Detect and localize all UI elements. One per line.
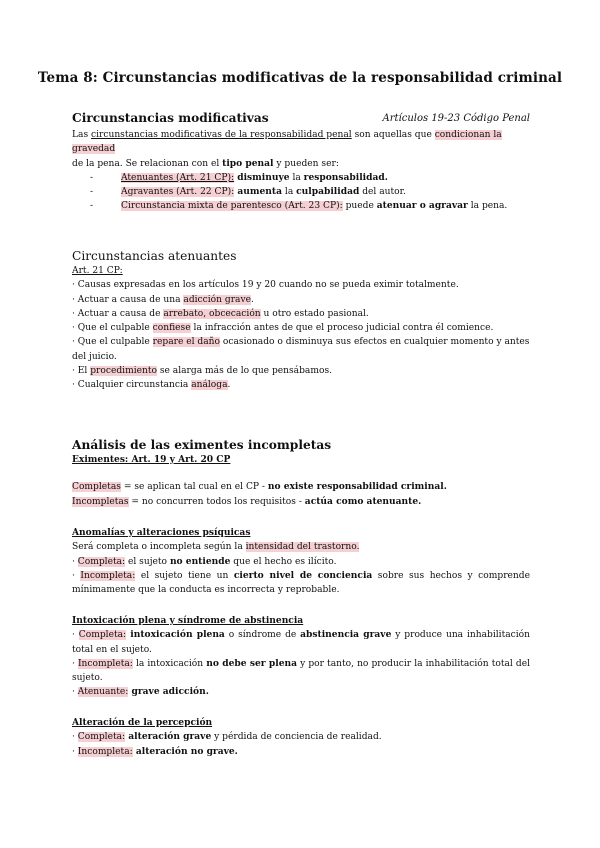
paragraph: Será completa o incompleta según la intensidad del trastorno.: [72, 542, 360, 553]
definition-line: Completas = se aplican tal cual en el CP - no existe responsabilidad criminal.: [72, 481, 447, 493]
list-item: - Atenuantes (Art. 21 CP): disminuye la responsabilidad.: [90, 171, 388, 183]
list-item: · Cualquier circunstancia análoga.: [72, 380, 231, 391]
section-anomalias: [72, 526, 530, 597]
section-percepcion: [72, 716, 530, 759]
section-intoxicacion: [72, 614, 530, 700]
list-item: · Completa: el sujeto no entiende que el hecho es ilícito.: [72, 555, 337, 567]
list-item: · Que el culpable confiese la infracción antes de que el proceso judicial contra él comience.: [72, 323, 494, 334]
subheading: Eximentes: Art. 19 y Art. 20 CP: [72, 454, 231, 465]
section-heading: Circunstancias atenuantes: [72, 249, 237, 263]
subheading: Anomalías y alteraciones psíquicas: [72, 527, 251, 538]
list-item: - Circunstancia mixta de parentesco (Art. 23 CP): puede atenuar o agravar la pena.: [90, 200, 508, 212]
list-item: - Agravantes (Art. 22 CP): aumenta la culpabilidad del autor.: [90, 186, 406, 198]
definition-line: Incompletas = no concurren todos los requisitos - actúa como atenuante.: [72, 495, 422, 507]
section-eximentes: [72, 438, 530, 509]
subheading: Intoxicación plena y síndrome de abstinencia: [72, 615, 304, 626]
section-heading: Análisis de las eximentes incompletas: [72, 438, 332, 452]
list-item: · Causas expresadas en los artículos 19 y 20 cuando no se pueda eximir totalmente.: [72, 280, 459, 291]
list-item: · El procedimiento se alarga más de lo que pensábamos.: [72, 366, 332, 377]
list-item: · Atenuante: grave adicción.: [72, 686, 209, 698]
subheading: Alteración de la percepción: [72, 717, 213, 728]
intro-paragraph: Las circunstancias modificativas de la responsabilidad penal son aquellas que condicionan la gravedad de la pena. Se relacionan con el tipo penal y pueden ser:: [72, 130, 502, 169]
page-title: Tema 8: Circunstancias modificativas de la responsabilidad criminal: [37, 70, 563, 86]
list-item: · Completa: alteración grave y pérdida de conciencia de realidad.: [72, 731, 382, 743]
section-heading: Circunstancias modificativas: [72, 111, 269, 125]
list-item: · Completa: intoxicación plena o síndrome de abstinencia grave y produce una inhabilitación total en el sujeto.: [72, 629, 530, 655]
section-atenuantes: [72, 249, 530, 393]
section-modificativas: [72, 111, 530, 214]
article-reference: Artículos 19-23 Código Penal: [382, 113, 530, 124]
list-item: · Incompleta: alteración no grave.: [72, 745, 238, 757]
list-item: · Actuar a causa de una adicción grave.: [72, 294, 254, 305]
list-item: · Actuar a causa de arrebato, obcecación u otro estado pasional.: [72, 308, 369, 319]
list-item: · Incompleta: el sujeto tiene un cierto nivel de conciencia sobre sus hechos y comprende mínimamente que la conducta es incorrecta y reprobable.: [72, 569, 530, 596]
subheading: Art. 21 CP:: [72, 266, 123, 276]
list-item: · Incompleta: la intoxicación no debe ser plena y por tanto, no producir la inhabilitación total del sujeto.: [72, 657, 531, 684]
list-item: · Que el culpable repare el daño ocasionado o disminuya sus efectos en cualquier momento y antes del juicio.: [72, 337, 530, 362]
